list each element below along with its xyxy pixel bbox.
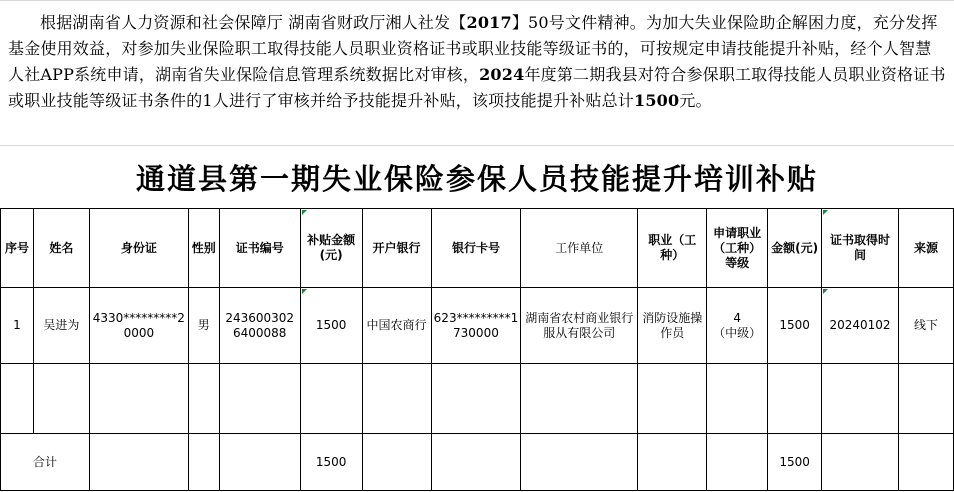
cell-occupation: 消防设施操作员 xyxy=(638,288,707,364)
empty-cell xyxy=(219,364,300,434)
empty-cell xyxy=(638,434,707,491)
intro-year: 2024 xyxy=(479,65,525,84)
empty-cell xyxy=(707,434,768,491)
empty-cell xyxy=(188,434,219,491)
table-row xyxy=(1,288,954,364)
empty-cell xyxy=(521,364,638,434)
intro-text-4: 元。 xyxy=(679,91,712,110)
empty-cell xyxy=(89,434,188,491)
header-row xyxy=(1,209,954,288)
table-row-empty xyxy=(1,364,954,434)
header-level: 申请职业（工种）等级 xyxy=(707,209,768,288)
cell-seq: 1 xyxy=(1,288,34,364)
header-card-no: 银行卡号 xyxy=(431,209,521,288)
empty-cell xyxy=(188,364,219,434)
total-row xyxy=(1,434,954,491)
empty-cell xyxy=(898,364,953,434)
header-subsidy: 补贴金额(元) xyxy=(300,209,362,288)
intro-paragraph xyxy=(8,10,946,114)
empty-cell xyxy=(33,364,89,434)
cell-level-num: 4 xyxy=(733,310,741,325)
intro-text-1: 根据湖南省人力资源和社会保障厅 湖南省财政厅湘人社发【 xyxy=(40,13,467,32)
empty-cell xyxy=(768,364,822,434)
empty-cell xyxy=(89,364,188,434)
empty-cell xyxy=(822,364,899,434)
intro-doc-year: 2017 xyxy=(466,13,512,32)
header-cert-date: 证书取得时间 xyxy=(822,209,899,288)
cell-level-name: （中级） xyxy=(713,325,762,340)
empty-cell xyxy=(822,434,899,491)
header-cert-no: 证书编号 xyxy=(219,209,300,288)
cell-gender: 男 xyxy=(188,288,219,364)
cell-bank: 中国农商行 xyxy=(362,288,431,364)
empty-cell xyxy=(707,364,768,434)
cell-name: 吴进为 xyxy=(33,288,89,364)
header-occupation: 职业（工种） xyxy=(638,209,707,288)
table-title: 通道县第一期失业保险参保人员技能提升培训补贴 xyxy=(135,161,818,196)
header-name: 姓名 xyxy=(33,209,89,288)
cell-level xyxy=(707,288,768,364)
total-amount: 1500 xyxy=(768,434,822,491)
empty-cell xyxy=(300,364,362,434)
cell-employer: 湖南省农村商业银行服从有限公司 xyxy=(521,288,638,364)
cell-id-card: 4330*********20000 xyxy=(89,288,188,364)
intro-total-amount: 1500 xyxy=(633,91,680,110)
empty-cell xyxy=(362,434,431,491)
header-amount: 金额(元) xyxy=(768,209,822,288)
header-bank: 开户银行 xyxy=(362,209,431,288)
cell-cert-date: 20240102 xyxy=(822,288,899,364)
header-seq: 序号 xyxy=(1,209,34,288)
cell-cert-no: 2436003026400088 xyxy=(219,288,300,364)
empty-cell xyxy=(362,364,431,434)
total-label: 合计 xyxy=(1,434,90,491)
cell-amount: 1500 xyxy=(768,288,822,364)
header-employer: 工作单位 xyxy=(521,209,638,288)
empty-cell xyxy=(898,434,953,491)
cell-source: 线下 xyxy=(898,288,953,364)
total-subsidy: 1500 xyxy=(300,434,362,491)
empty-cell xyxy=(219,434,300,491)
empty-cell xyxy=(521,434,638,491)
empty-cell xyxy=(431,434,521,491)
intro-text-3: 年度第二期我县对符合参保职工取得技能人员职业资格证书或职业技能等级证书条件的1人进行了审核并给予技能提升补贴，该项技能提升补贴总计 xyxy=(8,65,946,110)
empty-cell xyxy=(1,364,34,434)
header-id-card: 身份证 xyxy=(89,209,188,288)
cell-subsidy: 1500 xyxy=(300,288,362,364)
empty-cell xyxy=(431,364,521,434)
header-source: 来源 xyxy=(898,209,953,288)
subsidy-table xyxy=(0,208,954,491)
intro-paragraph-block xyxy=(0,0,954,146)
intro-text-2: 】50号文件精神。为加大失业保险助企解困力度，充分发挥基金使用效益，对参加失业保险职工取得技能人员职业资格证书或职业技能等级证书的，可按规定申请技能提升补贴，经个人智慧人社APP系统申请，湖南省失业保险信息管理系统数据比对审核， xyxy=(8,13,938,84)
header-gender: 性别 xyxy=(188,209,219,288)
cell-card-no: 623*********1730000 xyxy=(431,288,521,364)
empty-cell xyxy=(638,364,707,434)
